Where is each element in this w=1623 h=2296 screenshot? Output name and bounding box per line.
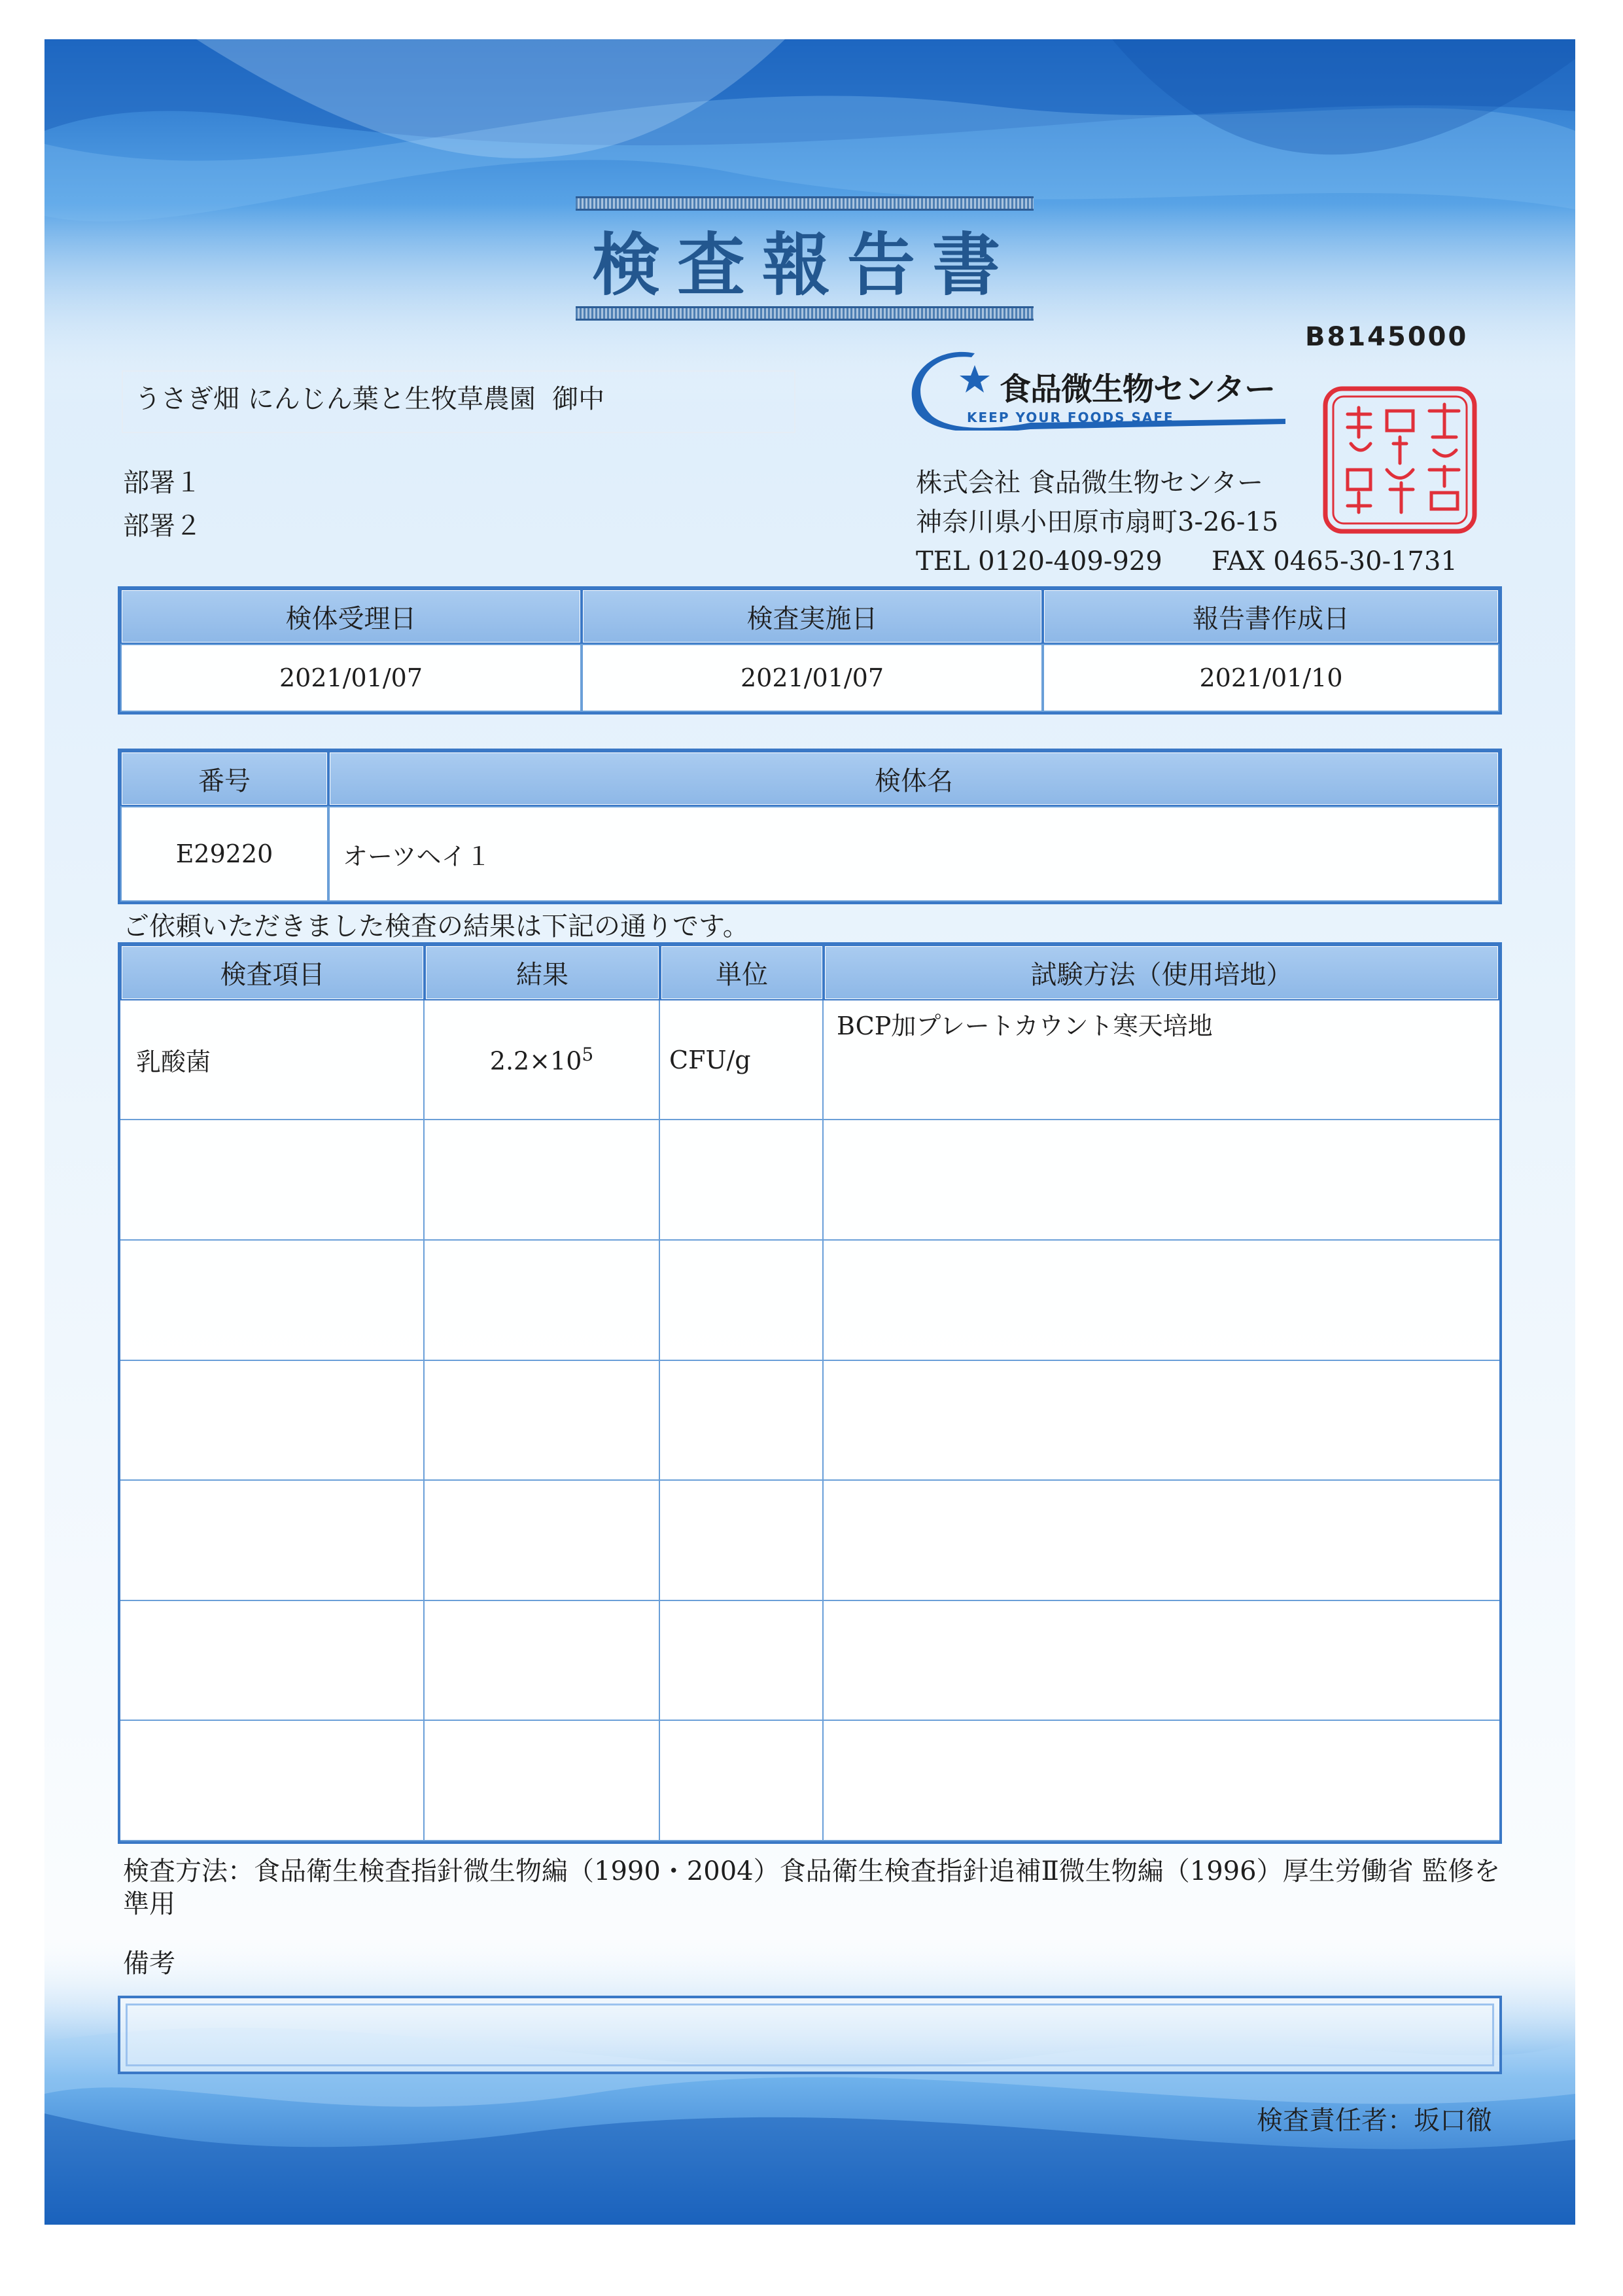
result-value <box>425 1120 660 1241</box>
results-table <box>118 942 1502 1844</box>
result-unit <box>660 1481 824 1601</box>
company-name: 株式会社 食品微生物センター <box>916 468 1264 498</box>
receipt-date: 2021/01/07 <box>120 644 582 712</box>
test-date: 2021/01/07 <box>582 644 1043 712</box>
result-item-text: 乳酸菌 <box>136 1048 211 1077</box>
header-test-item: 検査項目 <box>120 945 425 1000</box>
result-row <box>120 1361 1499 1481</box>
result-item <box>120 1000 425 1121</box>
method-note: 検査方法：食品衛生検査指針微生物編（1990・2004）食品衛生検査指針追補Ⅱ微生物編（1996）厚生労働省 監修を準用 <box>123 1856 1501 1919</box>
result-method <box>824 1000 1499 1121</box>
result-unit <box>660 1721 824 1841</box>
result-value <box>425 1361 660 1481</box>
header-sample-number: 番号 <box>120 751 328 806</box>
result-item <box>120 1601 425 1722</box>
company-seal-icon <box>1321 385 1478 535</box>
result-value <box>425 1721 660 1841</box>
header-sample-name: 検体名 <box>328 751 1499 806</box>
result-value <box>425 1481 660 1601</box>
result-value <box>425 1601 660 1722</box>
result-item <box>120 1361 425 1481</box>
result-item <box>120 1721 425 1841</box>
logo-company-name: 食品微生物センター <box>1000 371 1276 408</box>
result-unit <box>660 1120 824 1241</box>
logo-tagline: KEEP YOUR FOODS SAFE <box>967 410 1174 425</box>
result-exponent: 5 <box>582 1044 594 1066</box>
header-unit: 単位 <box>660 945 824 1000</box>
recipient-line <box>135 382 604 416</box>
result-method <box>824 1241 1499 1361</box>
result-unit <box>660 1361 824 1481</box>
intro-text: ご依頼いただきました検査の結果は下記の通りです。 <box>123 911 749 942</box>
result-item <box>120 1241 425 1361</box>
header-result: 結果 <box>425 945 660 1000</box>
page-title: 検査報告書 <box>591 224 1017 305</box>
result-row <box>120 1241 1499 1361</box>
recipient-name: うさぎ畑 にんじん葉と生牧草農園 <box>135 384 536 414</box>
results-body <box>120 1000 1499 1841</box>
title-rule-bottom <box>576 306 1034 321</box>
remarks-label: 備考 <box>123 1949 175 1979</box>
sample-number: E29220 <box>120 806 328 902</box>
result-row <box>120 1601 1499 1722</box>
document-code: B8145000 <box>1305 322 1469 352</box>
result-method <box>824 1721 1499 1841</box>
result-method <box>824 1120 1499 1241</box>
header-test-date: 検査実施日 <box>582 589 1043 644</box>
result-unit <box>660 1000 824 1121</box>
result-method-text: BCP加プレートカウント寒天培地 <box>837 1011 1213 1040</box>
remarks-box <box>118 1996 1502 2074</box>
title-rule-top <box>576 196 1034 211</box>
sample-name: オーツヘイ１ <box>328 806 1499 902</box>
dates-table <box>118 586 1502 715</box>
sample-table <box>118 749 1502 904</box>
recipient-dept1: 部署１ <box>123 468 201 498</box>
result-value <box>425 1000 660 1121</box>
result-row <box>120 1000 1499 1121</box>
result-method <box>824 1481 1499 1601</box>
result-base: 2.2×10 <box>489 1046 582 1076</box>
result-item <box>120 1481 425 1601</box>
result-item <box>120 1120 425 1241</box>
result-method <box>824 1361 1499 1481</box>
report-date: 2021/01/10 <box>1043 644 1499 712</box>
header-report-date: 報告書作成日 <box>1043 589 1499 644</box>
result-row <box>120 1120 1499 1241</box>
header-test-method: 試験方法（使用培地） <box>824 945 1499 1000</box>
header-receipt-date: 検体受理日 <box>120 589 582 644</box>
result-unit <box>660 1601 824 1722</box>
title-block <box>576 196 1034 334</box>
recipient-honorific: 御中 <box>552 384 605 414</box>
recipient-dept2: 部署２ <box>123 511 201 541</box>
remarks-field <box>126 2004 1494 2066</box>
result-unit-text: CFU/g <box>669 1045 751 1074</box>
result-unit <box>660 1241 824 1361</box>
company-address: 神奈川県小田原市扇町3-26-15 <box>916 507 1279 537</box>
result-row <box>120 1481 1499 1601</box>
responsible-person: 検査責任者：坂口徹 <box>1257 2106 1492 2136</box>
company-fax: FAX 0465-30-1731 <box>1212 546 1457 576</box>
result-value <box>425 1241 660 1361</box>
result-method <box>824 1601 1499 1722</box>
company-tel: TEL 0120-409-929 <box>916 546 1162 576</box>
result-row <box>120 1721 1499 1841</box>
